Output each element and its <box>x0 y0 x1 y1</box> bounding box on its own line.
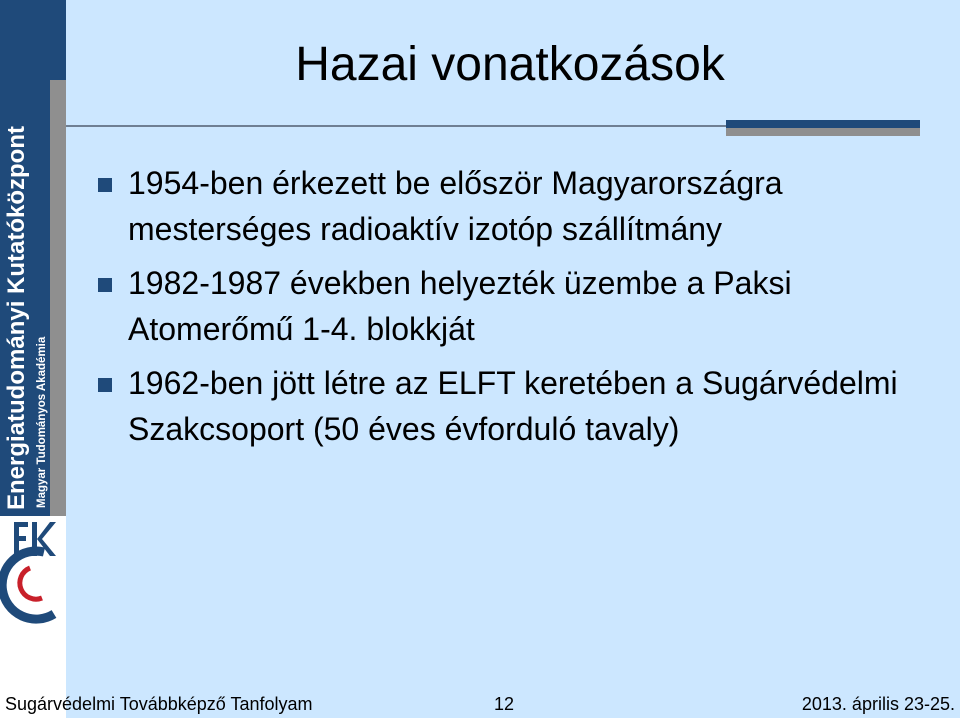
sidebar <box>0 0 66 718</box>
square-bullet-icon <box>98 278 112 292</box>
ek-logo-icon <box>0 518 66 640</box>
bullet-item <box>98 360 928 452</box>
square-bullet-icon <box>98 178 112 192</box>
bullet-text: 1954-ben érkezett be először Magyarországra mesterséges radioaktív izotóp szállítmány <box>128 165 783 247</box>
square-bullet-icon <box>98 378 112 392</box>
bullet-item <box>98 160 928 252</box>
footer <box>0 690 960 718</box>
sidebar-grey-strip <box>50 80 66 516</box>
academy-name: Magyar Tudományos Akadémia <box>36 336 48 508</box>
institute-name: Energiatudományi Kutatóközpont <box>3 126 30 510</box>
bullet-text: 1962-ben jött létre az ELFT keretében a Sugárvédelmi Szakcsoport (50 éves évforduló tavaly) <box>128 365 898 447</box>
title-rule-bar-top <box>726 120 920 128</box>
title-rule-bar-bottom <box>726 128 920 136</box>
bullet-list <box>98 160 928 460</box>
bullet-text: 1982-1987 években helyezték üzembe a Paksi Atomerőmű 1-4. blokkját <box>128 265 792 347</box>
footer-course-name: Sugárvédelmi Továbbképző Tanfolyam <box>5 694 313 714</box>
footer-page-number: 12 <box>494 694 515 714</box>
slide-title: Hazai vonatkozások <box>295 38 725 91</box>
bullet-item <box>98 260 928 352</box>
title-rule <box>66 125 726 127</box>
footer-date: 2013. április 23-25. <box>801 694 955 714</box>
